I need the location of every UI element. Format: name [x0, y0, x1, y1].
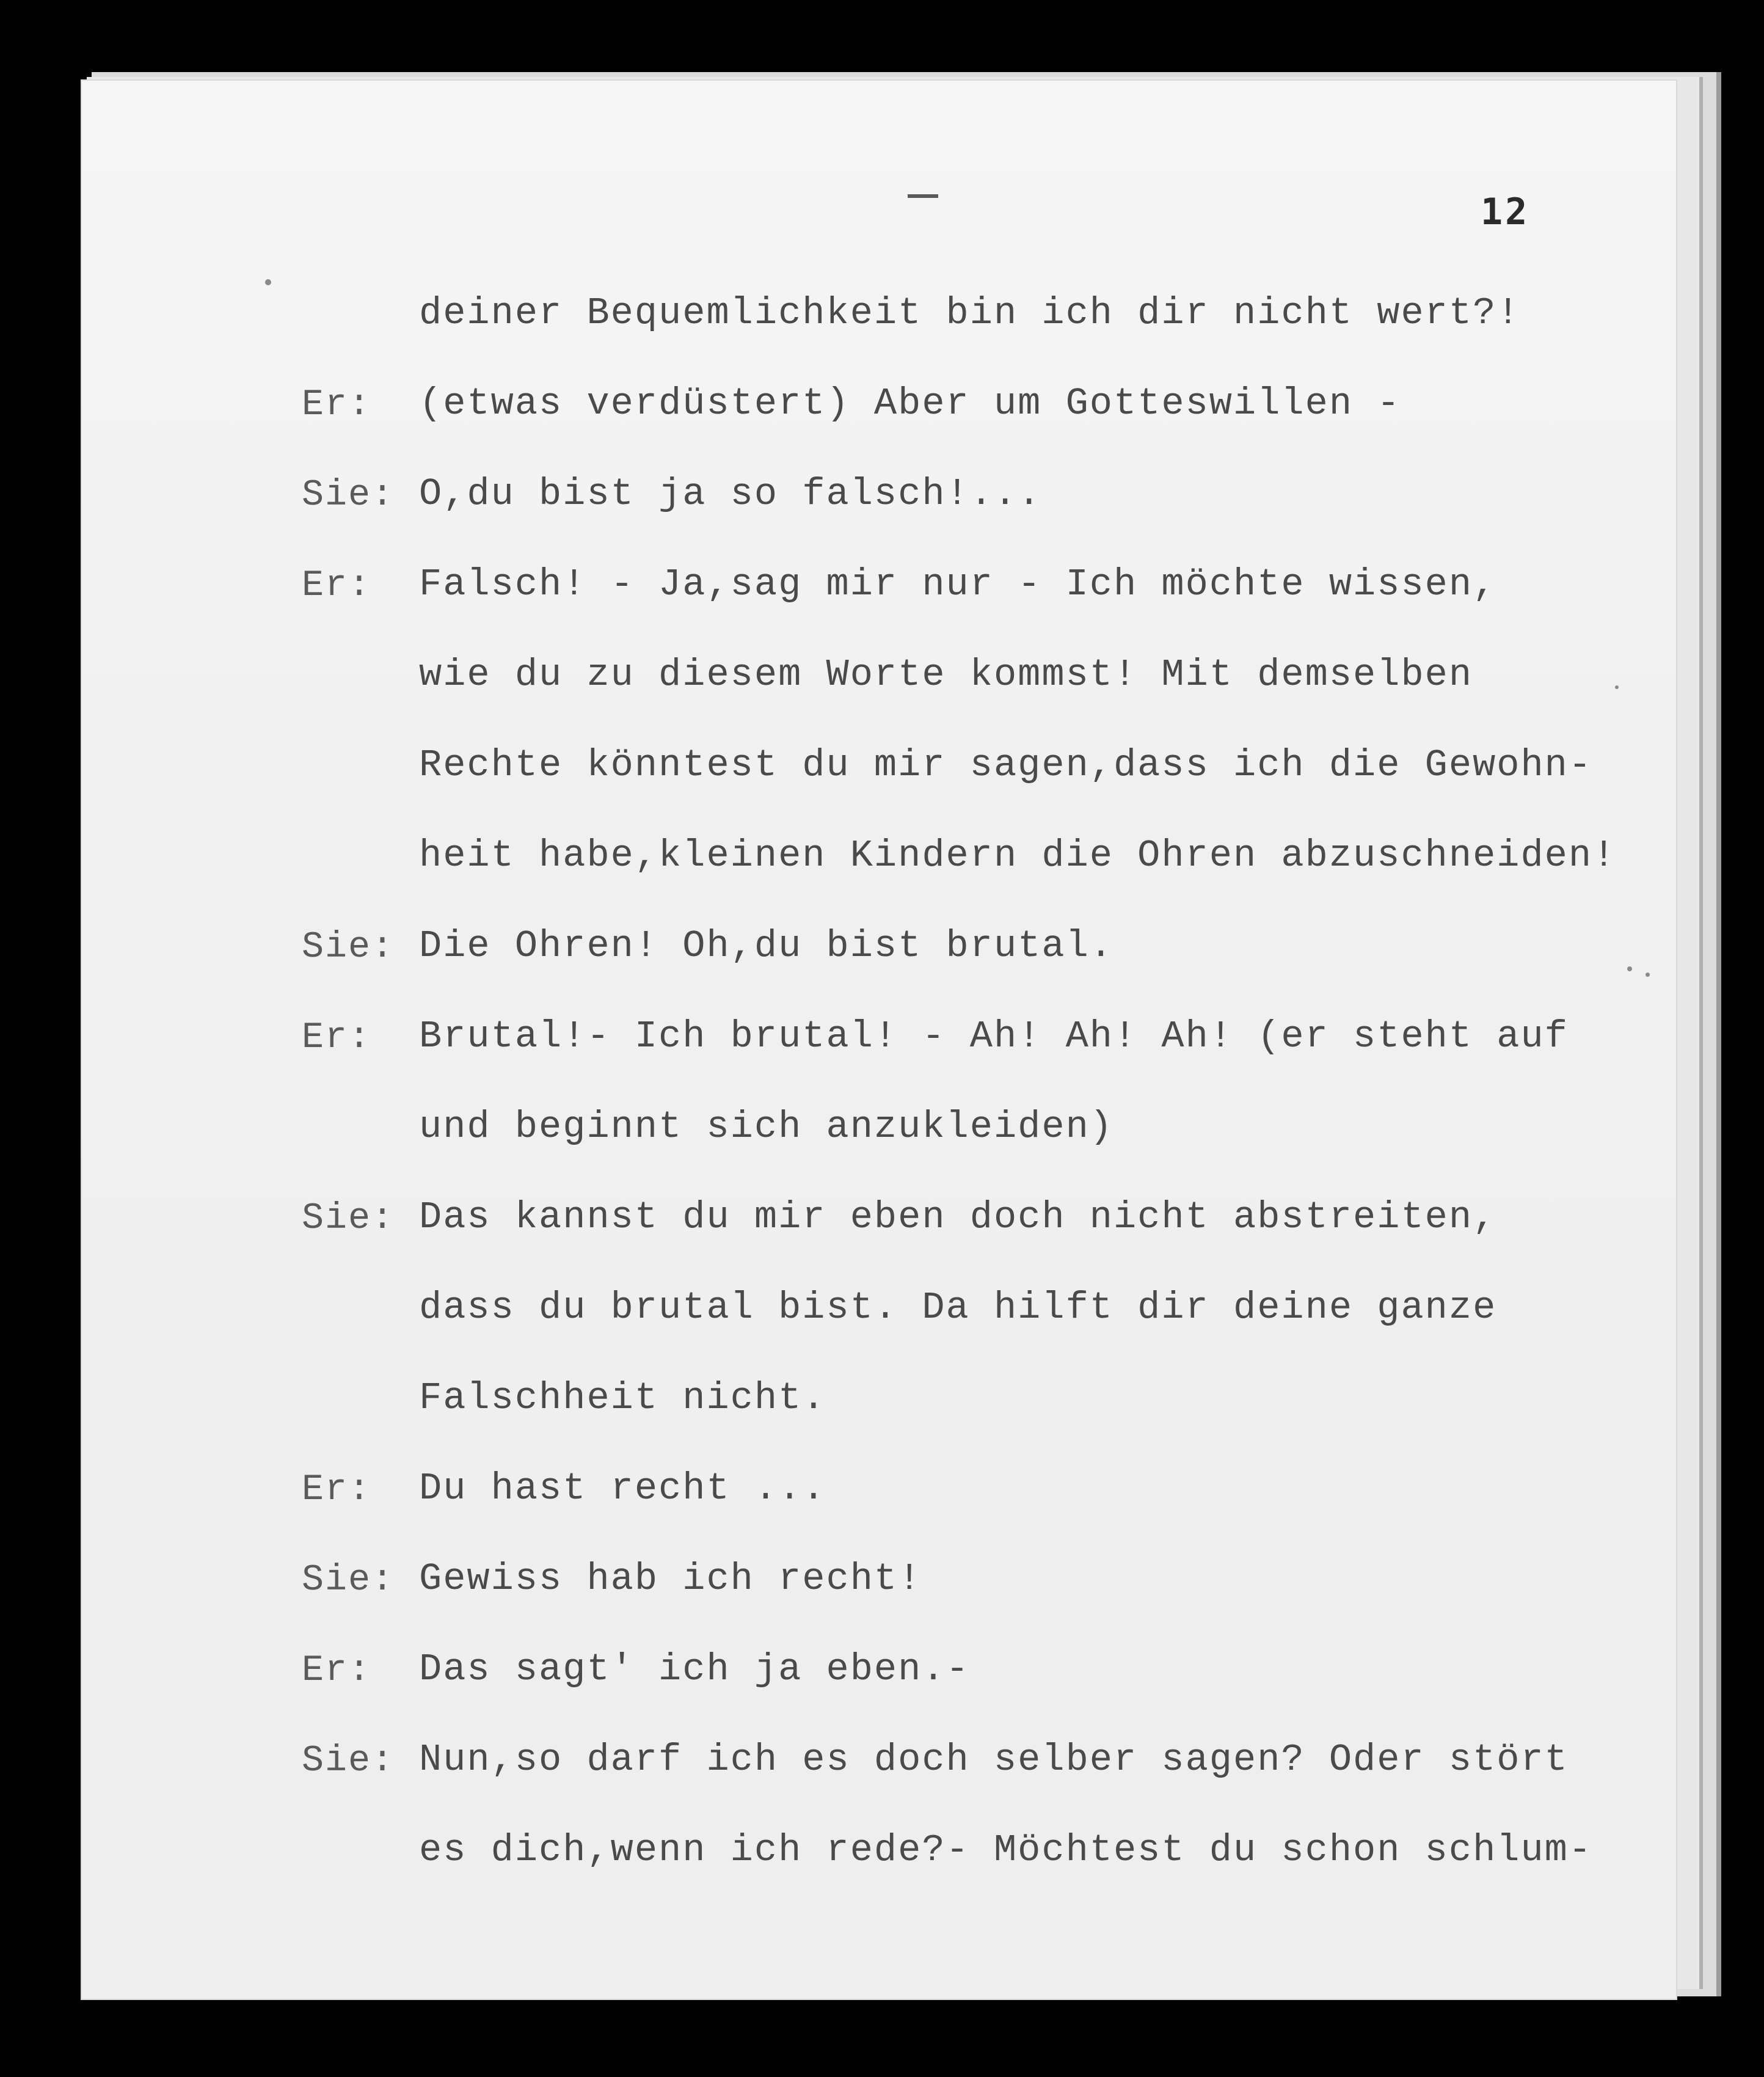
dialogue-line: und beginnt sich anzukleiden) [419, 1105, 1113, 1148]
top-dash-mark [908, 194, 938, 198]
dialogue-line: Falschheit nicht. [419, 1376, 826, 1420]
dialogue-line: Die Ohren! Oh,du bist brutal. [419, 924, 1113, 968]
paper-speck [1627, 966, 1632, 971]
dialogue-line: Gewiss hab ich recht! [419, 1557, 922, 1601]
speaker-label: Sie: [302, 1198, 395, 1239]
speaker-label: Er: [302, 565, 372, 607]
dialogue-line: Du hast recht ... [419, 1467, 826, 1510]
dialogue-line: Brutal!- Ich brutal! - Ah! Ah! Ah! (er steht auf [419, 1015, 1569, 1058]
speaker-label: Sie: [302, 475, 395, 516]
dialogue-line: dass du brutal bist. Da hilft dir deine ganze [419, 1286, 1497, 1329]
dialogue-line: es dich,wenn ich rede?- Möchtest du schon schlum- [419, 1828, 1593, 1872]
dialogue-line: Nun,so darf ich es doch selber sagen? Oder stört [419, 1738, 1569, 1781]
page-number: 12 [1481, 191, 1530, 233]
speaker-label: Sie: [302, 1740, 395, 1782]
dialogue-line: O,du bist ja so falsch!... [419, 472, 1042, 516]
dialogue-line: (etwas verdüstert) Aber um Gotteswillen - [419, 382, 1401, 425]
dialogue-line: heit habe,kleinen Kindern die Ohren abzuschneiden! [419, 834, 1617, 877]
paper-speck [1646, 973, 1650, 977]
speaker-label: Er: [302, 1469, 372, 1511]
speaker-label: Sie: [302, 927, 395, 968]
dialogue-line: Das kannst du mir eben doch nicht abstreiten, [419, 1195, 1497, 1239]
speaker-label: Er: [302, 1650, 372, 1692]
dialogue-line: deiner Bequemlichkeit bin ich dir nicht wert?! [419, 291, 1521, 335]
paper-speck [1615, 685, 1619, 689]
dialogue-line: Falsch! - Ja,sag mir nur - Ich möchte wissen, [419, 563, 1497, 606]
paper-speck [265, 279, 271, 285]
speaker-label: Er: [302, 1017, 372, 1059]
dialogue-line: wie du zu diesem Worte kommst! Mit demselben [419, 653, 1473, 696]
speaker-label: Sie: [302, 1560, 395, 1601]
dialogue-line: Rechte könntest du mir sagen,dass ich die Gewohn- [419, 743, 1593, 787]
speaker-label: Er: [302, 384, 372, 426]
dialogue-line: Das sagt' ich ja eben.- [419, 1648, 970, 1691]
typewritten-page [82, 81, 1676, 1999]
